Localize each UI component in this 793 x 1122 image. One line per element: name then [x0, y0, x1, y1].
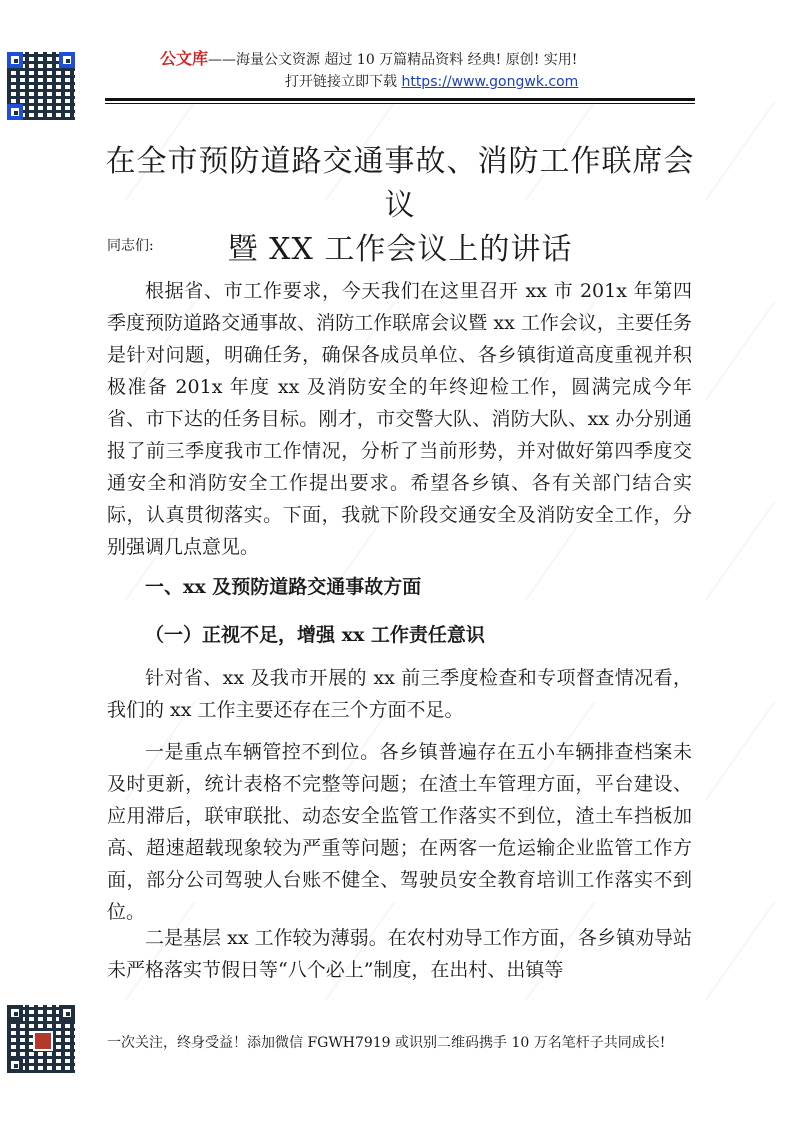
qr-finder-icon: [7, 104, 23, 120]
qr-finder-icon: [7, 1057, 23, 1073]
header-divider: [105, 98, 695, 104]
paragraph-point-2: 二是基层 xx 工作较为薄弱。在农村劝导工作方面，各乡镇劝导站未严格落实节假日等“八个必上”制度，在出村、出镇等: [107, 927, 692, 981]
title-line-2: 暨 XX 工作会议上的讲话: [227, 232, 573, 267]
footer-note: 一次关注，终身受益！添加微信 FGWH7919 或识别二维码携手 10 万名笔杆子共同成长!: [107, 1035, 666, 1051]
qr-finder-icon: [59, 52, 75, 68]
paragraph-point-1: 一是重点车辆管控不到位。各乡镇普遍存在五小车辆排查档案未及时更新，统计表格不完整等问题；在渣土车管理方面，平台建设、应用滞后，联审联批、动态安全监管工作落实不到位，渣土车挡板加高、超速超载现象较为严重等问题；在两客一危运输企业监管工作方面，部分公司驾驶人台账不健全、驾驶员安全教育培训工作落实不到位。: [107, 741, 692, 923]
document-title: [95, 140, 705, 272]
watermark-mark: [705, 701, 775, 800]
site-link[interactable]: https://www.gongwk.com: [401, 74, 579, 90]
watermark-mark: [705, 101, 775, 200]
qr-finder-icon: [7, 52, 23, 68]
site-header: [105, 48, 695, 93]
title-line-1: 在全市预防道路交通事故、消防工作联席会议: [105, 144, 695, 223]
qr-logo-icon: [33, 1031, 53, 1051]
watermark-mark: [705, 501, 775, 600]
paragraph-intro: 根据省、市工作要求，今天我们在这里召开 xx 市 201x 年第四季度预防道路交通事故、消防工作联席会议暨 xx 工作会议，主要任务是针对问题，明确任务，确保各成员单位、各乡镇街道高度重视并积极准备 201x 年度 xx 及消防安全的年终迎检工作，圆满完成今年省、市下达的任务目标。刚才，市交警大队、消防大队、xx 办分别通报了前三季度我市工作情况，分析了当前形势，并对做好第四季度交通安全和消防安全工作提出要求。希望各乡镇、各有关部门结合实际，认真贯彻落实。下面，我就下阶段交通安全及消防安全工作，分别强调几点意见。: [107, 280, 692, 558]
salutation: 同志们:: [107, 238, 154, 254]
qr-finder-icon: [7, 1005, 23, 1021]
watermark-mark: [705, 301, 775, 400]
paragraph-shortcomings: 针对省、xx 及我市开展的 xx 前三季度检查和专项督查情况看，我们的 xx 工作主要还存在三个方面不足。: [107, 667, 692, 721]
subsection-heading-1: （一）正视不足，增强 xx 工作责任意识: [145, 624, 485, 646]
download-prompt: 打开链接立即下载: [285, 74, 397, 90]
qr-code-top-icon[interactable]: [7, 52, 75, 120]
brand-name: 公文库: [160, 49, 209, 68]
section-heading-1: 一、xx 及预防道路交通事故方面: [145, 576, 422, 598]
header-line-download: [105, 71, 695, 93]
qr-finder-icon: [59, 1005, 75, 1021]
watermark-mark: [705, 901, 775, 1000]
header-tagline: ——海量公文资源 超过 10 万篇精品资料 经典! 原创! 实用!: [208, 52, 578, 68]
qr-code-bottom-icon[interactable]: [7, 1005, 75, 1073]
header-line-brand: [105, 48, 695, 71]
